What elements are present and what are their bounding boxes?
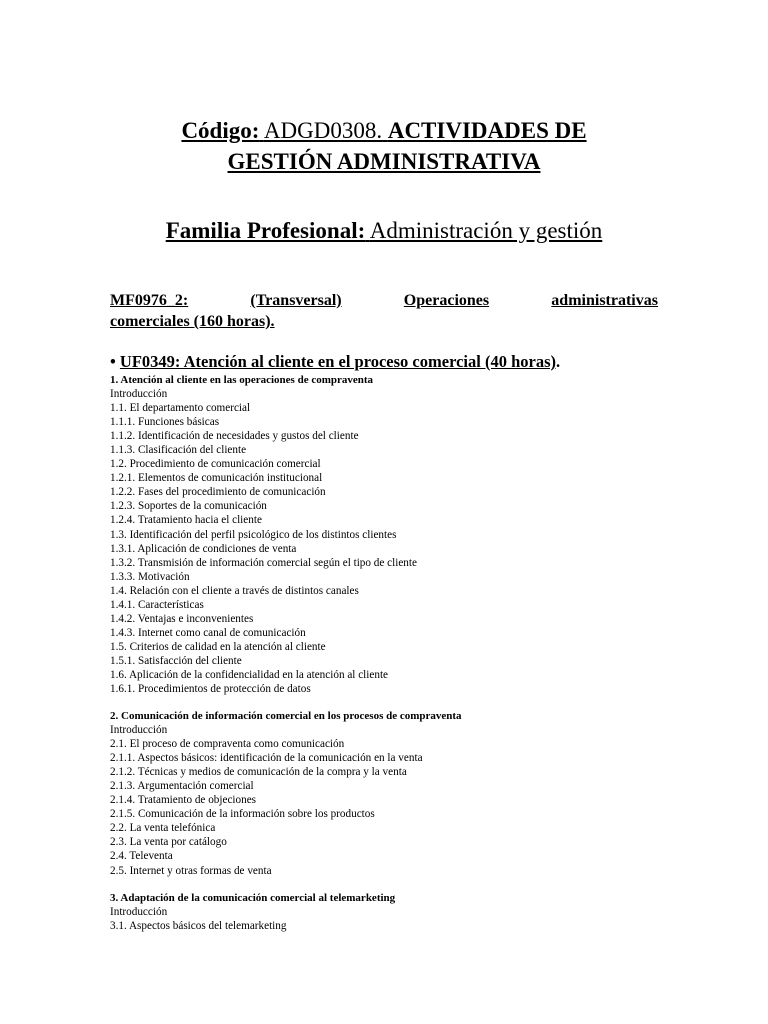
list-item: 2.1.4. Tratamiento de objeciones xyxy=(110,794,257,807)
list-item: 1.3.1. Aplicación de condiciones de venta xyxy=(110,542,297,555)
list-item: 1.3.2. Transmisión de información comercial según el tipo de cliente xyxy=(110,556,417,569)
list-item: 1.2.2. Fases del procedimiento de comunicación xyxy=(110,486,326,499)
list-item: Introducción xyxy=(110,388,168,401)
list-item: 1.5.1. Satisfacción del cliente xyxy=(110,654,242,667)
list-item: 1.2. Procedimiento de comunicación comercial xyxy=(110,458,321,471)
list-item: 1.2.3. Soportes de la comunicación xyxy=(110,500,267,513)
list-item: 2.1. El proceso de compraventa como comunicación xyxy=(110,738,345,751)
list-item: 1.1.3. Clasificación del cliente xyxy=(110,444,247,457)
module-code: MF0976_2: xyxy=(110,292,189,309)
list-item: 1.6.1. Procedimientos de protección de datos xyxy=(110,683,311,696)
list-item: 1.4.1. Características xyxy=(110,598,204,611)
list-item: 1.1.1. Funciones básicas xyxy=(110,416,220,429)
list-item: 1.2.4. Tratamiento hacia el cliente xyxy=(110,514,262,527)
section-3 xyxy=(110,891,670,933)
family-value: Administración y gestión xyxy=(369,218,603,243)
title-line1: ACTIVIDADES DE xyxy=(387,118,587,143)
list-item: 1.1.2. Identificación de necesidades y gustos del cliente xyxy=(110,430,359,443)
title-line2: GESTIÓN ADMINISTRATIVA xyxy=(227,149,541,174)
section-heading: 2. Comunicación de información comercial en los procesos de compraventa xyxy=(110,710,462,722)
list-item: 2.3. La venta por catálogo xyxy=(110,836,227,849)
list-item: 2.1.1. Aspectos básicos: identificación de la comunicación en la venta xyxy=(110,752,423,765)
list-item: 1.6. Aplicación de la confidencialidad en la atención al cliente xyxy=(110,668,389,681)
module-type: (Transversal) xyxy=(250,292,342,309)
module-word1: Operaciones xyxy=(403,292,490,309)
list-item: 1.2.1. Elementos de comunicación institucional xyxy=(110,472,323,485)
unit-title: UF0349: Atención al cliente en el proceso comercial (40 horas) xyxy=(119,352,556,371)
list-item: 2.4. Televenta xyxy=(110,850,173,863)
list-item: 1.3.3. Motivación xyxy=(110,570,190,583)
list-item: 2.1.3. Argumentación comercial xyxy=(110,780,254,793)
section-heading: 3. Adaptación de la comunicación comercial al telemarketing xyxy=(110,892,396,904)
module-heading xyxy=(110,290,658,332)
list-item: 2.1.5. Comunicación de la información sobre los productos xyxy=(110,808,375,821)
list-item: 2.2. La venta telefónica xyxy=(110,822,216,835)
family-label: Familia Profesional: xyxy=(165,218,366,243)
list-item: 1.4. Relación con el cliente a través de distintos canales xyxy=(110,584,359,597)
list-item: 1.4.2. Ventajas e inconvenientes xyxy=(110,612,254,625)
professional-family xyxy=(110,215,658,246)
unit-heading xyxy=(110,351,670,373)
unit-suffix: . xyxy=(556,352,561,371)
list-item: 1.1. El departamento comercial xyxy=(110,402,251,415)
list-item: 2.1.2. Técnicas y medios de comunicación de la compra y la venta xyxy=(110,766,407,779)
section-heading: 1. Atención al cliente en las operaciones de compraventa xyxy=(110,374,374,386)
list-item: 2.5. Internet y otras formas de venta xyxy=(110,864,272,877)
code-value: ADGD0308. xyxy=(263,118,383,143)
list-item: 1.5. Criterios de calidad en la atención al cliente xyxy=(110,640,326,653)
module-word2: administrativas xyxy=(551,292,658,309)
course-title xyxy=(110,115,658,177)
section-1 xyxy=(110,373,670,696)
list-item: 3.1. Aspectos básicos del telemarketing xyxy=(110,920,287,933)
list-item: 1.3. Identificación del perfil psicológico de los distintos clientes xyxy=(110,528,397,541)
code-label: Código: xyxy=(181,118,260,143)
list-item: Introducción xyxy=(110,906,168,919)
section-2 xyxy=(110,709,670,878)
module-line2: comerciales (160 horas). xyxy=(110,313,275,330)
unit-bullet: • xyxy=(110,352,120,371)
list-item: Introducción xyxy=(110,724,168,737)
list-item: 1.4.3. Internet como canal de comunicación xyxy=(110,626,306,639)
